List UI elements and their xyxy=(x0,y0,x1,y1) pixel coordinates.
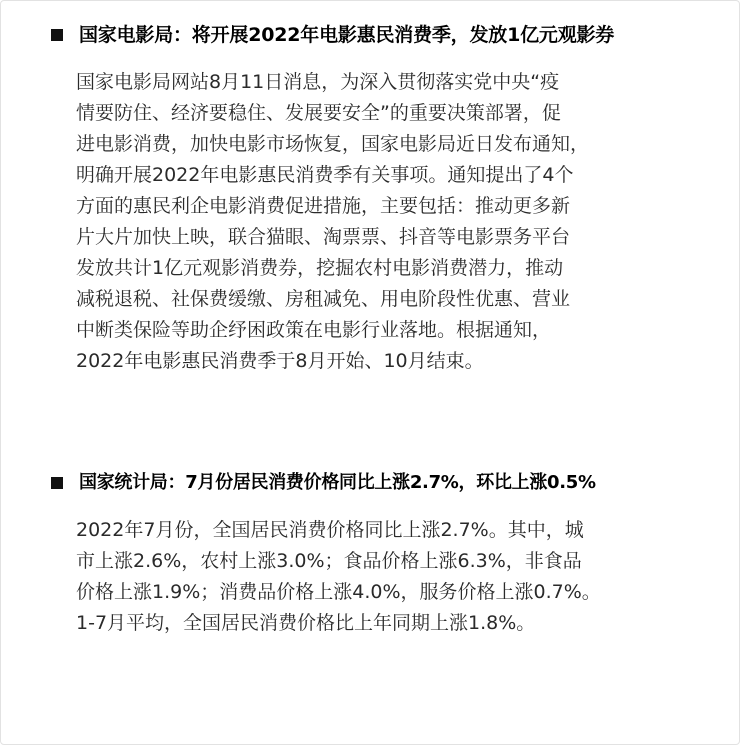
body-line: 方面的惠民利企电影消费促进措施，主要包括：推动更多新 xyxy=(76,195,571,217)
news-item-film-bureau xyxy=(1,19,740,372)
body-line: 国家电影局网站8月11日消息，为深入贯彻落实党中央“疫 xyxy=(76,71,560,93)
news-body xyxy=(76,515,692,639)
body-line: 减税退税、社保费缓缴、房租减免、用电阶段性优惠、营业 xyxy=(76,288,571,310)
square-bullet-icon xyxy=(51,29,63,41)
body-line: 价格上涨1.9%；消费品价格上涨4.0%，服务价格上涨0.7%。 xyxy=(76,581,601,603)
body-line: 1-7月平均，全国居民消费价格比上年同期上涨1.8%。 xyxy=(76,612,536,634)
news-item-statistics-bureau xyxy=(1,467,740,634)
body-line: 2022年电影惠民消费季于8月开始、10月结束。 xyxy=(76,350,484,372)
body-line: 情要防住、经济要稳住、发展要安全”的重要决策部署，促 xyxy=(76,102,561,124)
body-line: 发放共计1亿元观影消费券，挖掘农村电影消费潜力，推动 xyxy=(76,257,564,279)
square-bullet-icon xyxy=(51,477,63,489)
news-body xyxy=(76,67,692,377)
body-line: 中断类保险等助企纾困政策在电影行业落地。根据通知， xyxy=(76,319,552,341)
news-heading xyxy=(1,467,740,501)
body-line: 进电影消费，加快电影市场恢复，国家电影局近日发布通知， xyxy=(76,133,590,155)
body-line: 片大片加快上映，联合猫眼、淘票票、抖音等电影票务平台 xyxy=(76,226,571,248)
body-line: 2022年7月份，全国居民消费价格同比上涨2.7%。其中，城 xyxy=(76,519,584,541)
news-title: 国家电影局：将开展2022年电影惠民消费季，发放1亿元观影券 xyxy=(79,24,615,46)
news-heading xyxy=(1,19,740,53)
body-line: 明确开展2022年电影惠民消费季有关事项。通知提出了4个 xyxy=(76,164,574,186)
news-title: 国家统计局：7月份居民消费价格同比上涨2.7%，环比上涨0.5% xyxy=(79,472,596,493)
body-line: 市上涨2.6%，农村上涨3.0%；食品价格上涨6.3%，非食品 xyxy=(76,550,582,572)
